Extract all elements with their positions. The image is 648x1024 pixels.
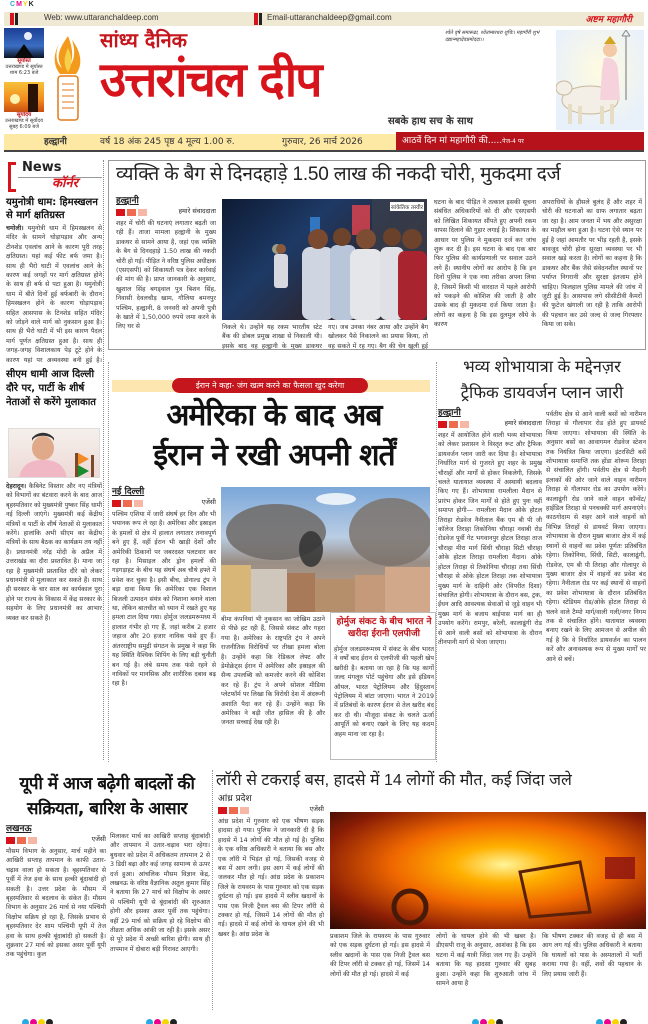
theft-col-2: निकले थे। उन्होंने यह रकम भारतीय स्टेट बैंक की डोबल प्रमुख शाखा से निकाली थी। इसके बाद वह हल्द्वानी के मुख्य डाकघर [222,324,322,349]
iran-col-1: नई दिल्ली एजेंसी पश्चिम एशिया में जारी संघर्ष हर दिन और भी भयानक रूप ले रहा है। अमेरिका और इस्राइल के हमलों से क्षेत्र में हालात लगातार तनावपूर्ण बने हुए हैं, वहीं ईरान भी खाड़ी देशों और अमेरिकी ठिकानों पर जबरदस्त पलटवार कर रहा है। मिसाइल और ड्रोन हमलों की गड़गड़ाहट के बीच यह संघर्ष अब चौथे हफ्ते में प्रवेश कर चुका है। इसी बीच, डोनाल्ड ट्रंप ने बड़ा दावा किया कि अमेरिका एक विशाल बिजली उत्पादन संयंत्र को निशाना बनाने वाला था, लेकिन बातचीत को ध्यान में रखते हुए यह हमला टाल दिया गया। होर्मुज जलडमरूमध्य में हालात गंभीर हो गए हैं, जहां करीब 2 हजार जहाज और 20 हजार नाविक फंसे हुए हैं। अंतरराष्ट्रीय समुद्री संगठन के प्रमुख ने कहा कि यह स्थिति वैश्विक शिपिंग के लिए बड़ी चुनौती बन गई है। लंबे समय तक फंसे रहने से नाविकों पर मानसिक और शारीरिक दबाव बढ़ रहा है। [112,487,216,688]
news-corner-subtitle: कॉर्नर [52,176,78,191]
sidebar-article-yamunotri: चमोली। यमुनोत्री धाम में हिमस्खलन से मंदिर के सामने घोड़ापड़ाव और अन्य टीनशेड एवलांच आने के कारण पूरी तरह क्षतिग्रस्त। यहां कई फीट बर्फ जमा है। साथ ही भैरो घाटी में एवलांच आने के कारण कई जगहों पर मार्ग क्षतिग्रस्त होने के साथ ही बर्फ से पटा हुआ है। यमुनोत्री धाम में बीते दिनों हुई बर्फबारी के दौरान हिमस्खलन होने के कारण घोड़ापड़ाव सहित आसपास के टिनशेड सहित मंदिर को जोड़ने वाले मार्ग को नुकसान हुआ है। साथ ही भैरो घाटी में भी इस कारण पैदल मार्ग पूर्णत क्षतिग्रस्त हुआ है। साथ ही जगह-जगह विशालकाय पेड़ टूटे होने के कारण यहां पर अव्यवस्था बनी हुई है। [6,225,102,364]
inside-page-promo[interactable]: आठवें दिन मां महागौरी की.....पेज-4 पर [396,132,644,150]
contact-bar [4,12,644,26]
sunrise-image [4,82,44,112]
iran-dateline: नई दिल्ली [112,487,145,497]
weather-headline[interactable]: यूपी में आज बढ़ेगी बादलों की सक्रियता, बारिश के आसार [19,774,195,819]
masthead-title: उत्तरांचल दीप [100,52,321,108]
column-divider [212,770,213,1010]
night-street-people-image [222,199,427,320]
sidebar-headline-cm-dhami[interactable]: सीएम धामी आज दिल्ली दौरे पर, पार्टी के शीर्ष नेताओं से करेंगे मुलाकात [6,369,96,408]
lorry-accident-headline[interactable]: लॉरी से टकराई बस, हादसे में 14 लोगों की मौत, कई जिंदा जले [216,772,572,789]
iran-byline: एजेंसी [112,498,216,508]
lorry-col-4: कि भीषण टक्कर की वजह से ही बस में आग लग गई थी। पुलिस अधिकारी ने बताया कि घायलों को पास के अस्पतालों में भर्ती कराया गया है। वहीं, शवों की पहचान के लिए प्रयास जारी हैं। [542,933,642,978]
cmyk-dots [596,1011,628,1024]
shobhayatra-col-2: पर्वतीय क्षेत्र से आने वाली बसों को नारीमन तिराहा से गौलापार रोड होते हुए डायवर्ट किया जाएगा। शोभायात्रा की स्थिति के अनुसार बसों का आवागमन रोडवेज स्टेशन तक नियंत्रित किया जाएगा। इंटरसिटी बसें शोभायात्रा समाप्ति तक होंडा शोरूम तिराहा से संचालित होंगी। पर्वतीय क्षेत्र से मैदानी इलाकों की ओर जाने वाले वाहन नारीमन तिराहा से गौलापार रोड का उपयोग करेंगे। कालाढूंगी रोड जाने वाले वाहन कॉन्वेंट/हाईडिल तिराहा से पनचक्की मार्ग अपनाएंगे। काठगोदाम से शहर आने वाले वाहनों को विभिन्न तिराहों से डायवर्ट किया जाएगा। शोभायात्रा के दौरान मुख्य बाजार क्षेत्र में कई स्थानों से वाहनों का प्रवेश पूर्णतः प्रतिबंधित रहेगा। तिकोनिया, सिंधी, सिटी, कालाढूंगी, रोडवेज, एम बी पी तिराहा और गोलापुर से मुख्य बाजार क्षेत्र में वाहनों का प्रवेश बंद रहेगा। नैनीताल रोड पर कई स्थानों से वाहनों का प्रवेश शोभायात्रा के दौरान प्रतिबंधित रहेगा। स्टेडियम रोड/ओके होटल तिराहा से चलने वाले टैम्पो मार्ग/वाली गली/नगर निगम तक से संचालित होंगे। यातायात व्यवस्था बनाए रखने के लिए आमजन से अपील की गई है कि वे निर्धारित डायवर्जन का पालन करें और अनावश्यक रूप से मुख्य मार्गों पर आने से बचें। [546,411,646,663]
shloka-text: श्वेते वृषे समारूढा, श्वेताम्बरधरा शुचिः। महागौरी शुभं दद्यान्महादेवप्रमोददा।। [445,30,540,43]
decor-block [15,13,18,25]
column-divider [108,362,109,762]
weather-col-1: लखनऊ एजेंसी मौसम विभाग के अनुसार, मार्च महीने का आखिरी सप्ताह तापमान के काफी उतार-चढ़ाव वाला हो सकता है। बृहस्पतिवार से पूर्वी में तेज हवा के साथ हल्की बूंदाबांदी हो सकती है। उत्तर प्रदेश के मौसम में बृहस्पतिवार से बदलाव के संकेत हैं। मौसम विभाग के अनुसार 26 मार्च से नया पश्चिमी विक्षोभ सक्रिय हो रहा है, जिसके प्रभाव से बृहस्पतिवार देर शाम पश्चिमी यूपी में तेज हवा के साथ हल्की बूंदाबांदी हो सकती है। शुक्रवार 27 मार्च को इसका असर पूर्वी यूपी तक पहुंचेगा। कुल [6,824,106,959]
cmyk-dots [22,1011,54,1024]
hormuz-headline[interactable]: होर्मुज संकट के बीच भारत ने खरीदा ईरानी एलपीजी [336,617,432,639]
flame-logo-icon [50,34,86,124]
weather-byline: एजेंसी [6,835,106,845]
shobhayatra-dateline: हल्द्वानी [438,408,461,418]
weather-col-2: मिलाकर मार्च का आखिरी सप्ताह बूंदाबांदी और तापमान में उतार-चढ़ाव भरा रहेगा। बुधवार को प्रदेश में अधिकतम तापमान 2 से 3 डिग्री बढ़ा और कई जगह सामान्य से ऊपर दर्ज हुआ। आंचलिक मौसम विज्ञान केंद्र, लखनऊ के वरिष्ठ वैज्ञानिक अतुल कुमार सिंह ने बताया कि 27 मार्च को विक्षोभ के असर से पश्चिमी यूपी से बूंदाबांदी की शुरुआत होगी और इसका असर पूर्वी तक पहुंचेगा। वहीं 29 मार्च को सक्रिय हो रहे विक्षोभ की तीव्रता अधिक आंकी जा रही है। इसके असर से पूरे प्रदेश में अच्छी बारिश होगी। साथ ही तापमान में दोबारा बड़ी गिरावट आएगी। [110,833,210,953]
news-corner-sidebar [4,160,104,760]
theft-byline: हमारे संवाददाता [116,207,216,217]
bracket-decor [8,162,16,192]
column-divider [436,362,437,762]
cmyk-dots [146,1011,178,1024]
sunset-box: सूर्यास्त उत्तराखण्ड में सूर्यास्त शाम 6:23 बजे [4,28,44,76]
edition-city: हल्द्वानी [44,137,67,147]
cmyk-dots [472,1011,504,1024]
cmyk-registration-mark: CMYK [10,1,35,8]
cm-dhami-photo [8,428,100,478]
shobhayatra-headline[interactable]: भव्य शोभायात्रा के मद्देनज़र ट्रैफिक डायवर्जन प्लान जारी [460,358,624,402]
lorry-col-2: प्रकाशम जिले के रायवरम के पास गुरुवार को एक सड़क दुर्घटना हो गई। इस हादसे में स्लीव खदानों के पास एक निजी ट्रैवल बस की टिपर लॉरी से टक्कर हो गई, जिसमें 14 लोगों की मौत हो गई। हादसे में कई [330,933,430,978]
cm-portrait-image [9,429,100,478]
date-bar [4,134,644,152]
iran-headline[interactable]: अमेरिका के बाद अब ईरान ने रखी अपनी शर्तें [153,398,395,473]
burning-bus-image [330,812,646,929]
news-corner-title: News [22,160,62,175]
iran-kicker: ईरान ने कहा- जंग खत्म करने का फैसला खुद करेगा [172,378,368,393]
email-link[interactable]: Email-uttaranchaldeep@gmail.com [267,13,392,22]
theft-headline[interactable]: व्यक्ति के बैग से दिनदहाड़े 1.50 लाख की नकदी चोरी, मुकदमा दर्ज [116,164,561,185]
theft-col-1: हल्द्वानी हमारे संवाददाता शहर में चोरी की घटनाएं लगातार बढ़ती जा रही हैं। ताजा मामला हल्द्वानी के मुख्य डाकघर से सामने आया है, जहां एक व्यक्ति के बैग से दिनदहाड़े 1.50 लाख की नकदी चोरी हो गई। पीड़ित ने वरिष्ठ पुलिस अधीक्षक (एसएसपी) को शिकायती पत्र देकर कार्रवाई की मांग की है। प्राप्त जानकारी के अनुसार, खुशाल सिंह बगड्वाल पुत्र बिशन सिंह, निवासी देवलचौड़ खाम, गौलिया बमनपुर पश्चिम, हल्द्वानी, 8 जनवरी को अपनी पुत्री के खाते में 1,50,000 रुपये जमा करने के लिए घर से [116,196,216,331]
theft-dateline: हल्द्वानी [116,196,139,206]
website-link[interactable]: Web: www.uttaranchaldeep.com [44,13,159,22]
shobhayatra-byline: हमारे संवाददाता [438,419,542,429]
lorry-col-3: लोगों के घायल होने की भी खबर है। डीएसपी राजू के अनुसार, आशंका है कि इस घटना में कई यात्री जिंदा जल गए हैं। उन्होंने बताया कि यह हादसा गुरुवार की सुबह हुआ। उन्होंने कहा कि शुरुआती जांच में सामने आया है [436,933,536,988]
iran-smoke-photo [221,487,430,612]
decor-block [259,13,262,25]
masthead-prefix: सांध्य दैनिक [100,28,188,52]
hormuz-body: होर्मुज जलडमरूमध्य में संकट के बीच भारत ने वर्षों बाद ईरान से एलपीजी की पहली खेप खरीदी है। बताया जा रहा है कि यह कार्गो जल्द मंगलूरु पोर्ट पहुंचेगा और इसे इंडियन ऑयल, भारत पेट्रोलियम और हिंदुस्तान पेट्रोलियम में बांटा जाएगा। भारत ने 2019 में प्रतिबंधों के कारण ईरान से तेल खरीद बंद कर दी थी। मौजूदा संकट के चलते ऊर्जा आपूर्ति को बनाए रखने के लिए यह कदम अहम माना जा रहा है। [334,646,434,738]
iran-col-2: बीमा कंपनियां भी नुकसान का जोखिम उठाने से पीछे हट रही हैं, जिससे संकट और गहरा गया है। अमेरिका के राष्ट्रपति ट्रंप ने अपने राजनीतिक विरोधियों पर तीखा हमला बोला है। उन्होंने कहा कि रेडिकल लेफ्ट और डेमोक्रेट्स ईरान में अमेरिका और इस्राइल की सैन्य उपलब्धि को कमजोर करने की कोशिश कर रहे हैं। ट्रंप ने अपने सोशल मीडिया प्लेटफॉर्म पर लिखा कि विरोधी देश में अंदरूनी अशांति पैदा कर रहे हैं। उन्होंने कहा कि अमेरिका ने बड़ी जीत हासिल की है और जनता सच्चाई देख रही है। [221,616,325,727]
decor-block [10,13,14,25]
masthead-tagline: सबके हाथ सच के साथ [388,116,473,127]
city-smoke-image [221,487,430,612]
theft-photo [222,199,427,320]
issue-info: वर्ष 18 अंक 245 पृष्ठ 4 मूल्य 1.00 रु. [100,137,235,147]
issue-date: गुरुवार, 26 मार्च 2026 [282,137,363,147]
lorry-byline: एजेंसी [218,805,324,815]
lorry-col-1: आंध्र प्रदेश एजेंसी आंध्र प्रदेश में गुरुवार को एक भीषण सड़क हादसा हो गया। पुलिस ने जानकारी दी है कि हादसे में 14 लोगों की मौत हो गई है। पुलिस के एक वरिष्ठ अधिकारी ने बताया कि बस और एक लॉरी में भिड़ंत हो गई, जिसकी वजह से बस में आग लगी। इस आग में कई लोगों की जलकर मौत हो गई। आंध्र प्रदेश के प्रकाशम जिले के रायवरम के पास गुरुवार को एक सड़क दुर्घटना हो गई। इस हादसे में स्लीव खदानों के पास एक निजी ट्रैवल बस की टिपर लॉरी से टक्कर हो गई, जिसमें 14 लोगों की मौत हो गई। हादसे में कई लोगों के घायल होने की भी खबर है। आंध्र प्रदेश के [218,794,324,938]
sidebar-headline-yamunotri[interactable]: यमुनोत्री धाम: हिमस्खलन से मार्ग क्षतिग्रस्त [6,197,98,221]
bus-fire-photo [330,812,646,929]
weather-dateline: लखनऊ [6,824,32,834]
sidebar-article-cm-dhami: देहरादून। कैबिनेट विस्तार और नए मंत्रियों को विभागों का बंटवारा करने के बाद आज बृहस्पतिवार को मुख्यमंत्री पुष्कर सिंह धामी नई दिल्ली जाएंगे। मुख्यमंत्री कई केंद्रीय मंत्रियों व पार्टी के शीर्ष नेताओं से मुलाकात करेंगे। हालांकि अभी सीएम का केंद्रीय मंत्रियों के साथ बैठक का कार्यक्रम तय नहीं है। प्रधानमंत्री नरेंद्र मोदी के अप्रैल में उत्तराखंड का दौरा प्रस्तावित है। माना जा रहा है मुख्यमंत्री प्रस्तावित दौरे को लेकर प्रधानमंत्री से मुलाकात कर सकते हैं। साथ ही सरकार के चार साल का कार्यकाल पूरा होने पर राज्य के विकास में केंद्र सरकार के सहयोग के लिए प्रधानमंत्री का आभार व्यक्त कर सकते हैं। [6,483,102,622]
theft-col-4: घटना के बाद पीड़ित ने तत्काल इसकी सूचना संबंधित अधिकारियों को दी और एसएसपी को लिखित शिकायत सौंपते हुए अपनी रकम वापस दिलाने की गुहार लगाई है। शिकायत के आधार पर पुलिस ने मुकदमा दर्ज कर जांच शुरू कर दी है। इस घटना के बाद एक बार फिर पुलिस की कार्यप्रणाली पर सवाल उठने लगे हैं। स्थानीय लोगों का आरोप है कि इन दिनों पुलिस ने एक नया तरीका अपना लिया है, जिसमें किसी भी वारदात में पहले आरोपी को पकड़ने की कोशिश की जाती है और उसके बाद ही मुकदमा दर्ज किया जाता है। लोगों का कहना है कि इस दुलमुल रवैये के कारण [434,199,536,329]
theft-col-5: अपराधियों के हौसले बुलंद हैं और शहर में चोरी की घटनाओं का ग्राफ लगातार बढ़ता जा रहा है। आम जनता में भय और असुरक्षा का माहौल बना हुआ है। घटना ऐसे स्थान पर हुई है जहां आमतौर पर भीड़ रहती है, इसके बावजूद चोरी होना सुरक्षा व्यवस्था पर भी सवाल खड़े करता है। लोगों का कहना है कि डाकघर और बैंक जैसे संवेदनशील स्थानों पर पर्याप्त निगरानी और सुरक्षा इंतजाम होने चाहिए। फिलहाल पुलिस मामले की जांच में जुटी हुई है। आसपास लगे सीसीटीवी कैमरों की फुटेज खंगाली जा रही है ताकि आरोपी की पहचान कर उसे जल्द से जल्द गिरफ्तार किया जा सके। [542,199,642,329]
theft-col-3: गए। जब उनका नंबर आया और उन्होंने बैग खोलकर पैसे निकालने का प्रयास किया, तो वह सकते में रह गए। बैग की चेन खुली हुई [328,324,428,349]
goddess-mahagauri-illustration [556,30,644,130]
photo-caption: सांकेतिक तस्वीर [391,205,423,211]
decor-block [254,13,258,25]
goddess-name-label: अष्टम महागौरी [585,15,632,25]
sunrise-box: सूर्योदय उत्तराखण्ड में सूर्योदय सुबह 6:09 बजे [4,82,44,130]
lorry-dateline: आंध्र प्रदेश [218,794,252,804]
shobhayatra-col-1: हल्द्वानी हमारे संवाददाता शहर में आयोजित होने वाली भव्य शोभायात्रा को लेकर प्रशासन ने विस्तृत रूट और ट्रैफिक डायवर्जन प्लान जारी कर दिया है। शोभायात्रा निर्धारित मार्ग से गुजरते हुए शहर के प्रमुख चौराहों और मार्गों से होकर निकलेगी, जिसके चलते यातायात व्यवस्था में अस्थायी बदलाव किए गए हैं। शोभायात्रा रामलीला मैदान से प्रारंभ होकर जिन मार्गों से होते हुए पुनः वहीं समाप्त होगी— रामलीला मैदान ओके होटल तिराहा रोडवेज नैनीताल बैंक एम बी पी जी कॉलेज तिराहा तिकोनिया चौराहा नवाबी रोड रोडवेज पूर्वी गेट भगवानपुर होटल तिराहा ताज चौराहा मीरा मार्ग सिंधी चौराहा सिटी चौराहा ओके होटल तिराहा रामलीला मैदान। ओके होटल तिराहा से तिकोनिया चौराहा तथा सिंधी चौराहा से ओके होटल तिराहा तक शोभायात्रा मुख्य मार्ग के दाहिनी ओर (विपरीत दिशा) संचालित होगी। शोभायात्रा के दौरान बस, ट्रक, ईंधन आदि आवश्यक सेवाओं से जुड़े वाहन भी मुख्य मार्ग के बजाय बाईपास मार्ग का ही उपयोग करेंगे। रामपुर, बरेली, कालाढूंगी रोड से आने वाली बसों को शोभायात्रा के दौरान तीनपानी मार्ग से भेजा जाएगा। [438,408,542,646]
sunset-image [4,28,44,58]
